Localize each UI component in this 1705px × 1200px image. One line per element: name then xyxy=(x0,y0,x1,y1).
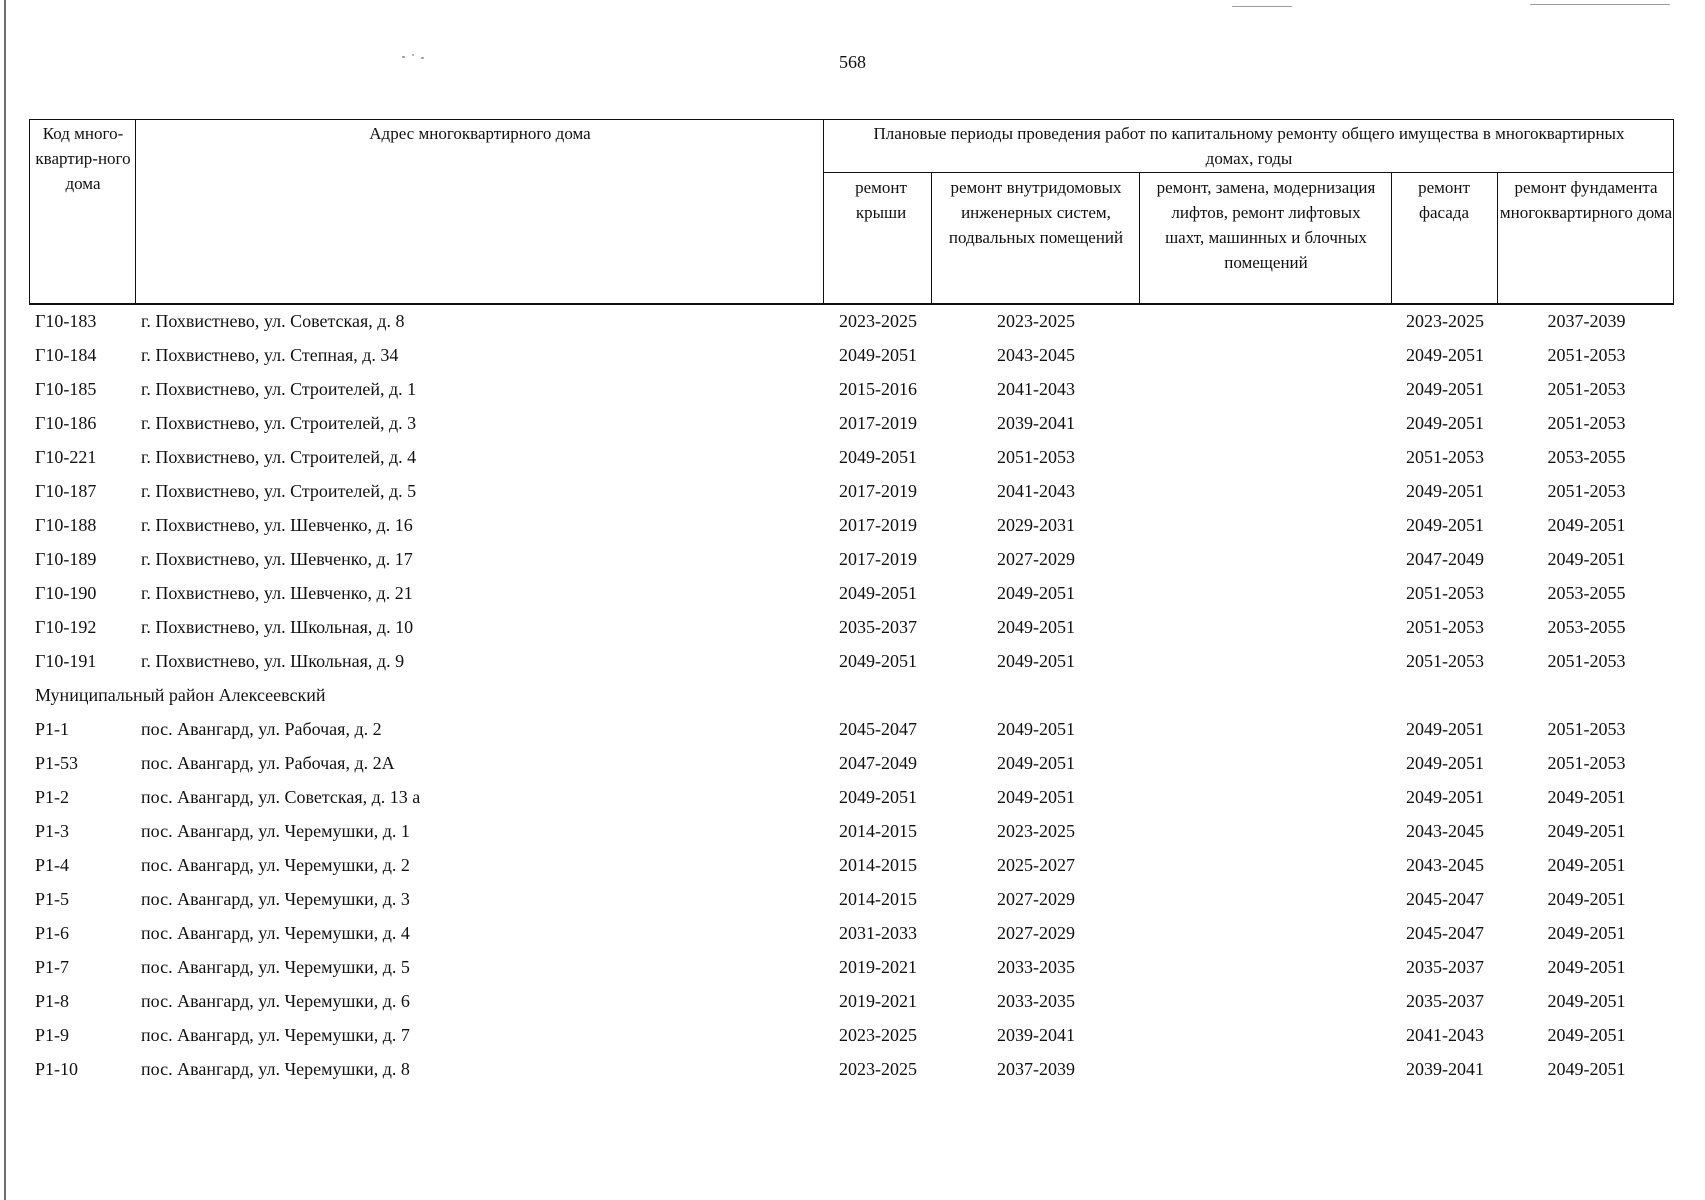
row-facade-period: 2051-2053 xyxy=(1406,447,1484,467)
row-systems-period: 2023-2025 xyxy=(997,821,1075,841)
row-systems-period: 2027-2029 xyxy=(997,549,1075,569)
row-facade-period: 2049-2051 xyxy=(1406,481,1484,501)
row-roof-period: 2035-2037 xyxy=(839,617,917,637)
row-code: Р1-2 xyxy=(35,787,70,807)
table-body xyxy=(29,304,1674,1086)
row-code: Г10-183 xyxy=(35,311,97,331)
row-code: Г10-186 xyxy=(35,413,97,433)
table-row xyxy=(29,780,1674,814)
row-systems-period: 2037-2039 xyxy=(997,1059,1075,1079)
table-row xyxy=(29,474,1674,508)
row-code: Г10-192 xyxy=(35,617,97,637)
table-row xyxy=(29,372,1674,406)
row-systems-period: 2041-2043 xyxy=(997,481,1075,501)
header-roof: ремонт крыши xyxy=(855,178,907,222)
row-roof-period: 2031-2033 xyxy=(839,923,917,943)
table-row xyxy=(29,1052,1674,1086)
row-code: Р1-4 xyxy=(35,855,70,875)
row-roof-period: 2017-2019 xyxy=(839,413,917,433)
row-systems-period: 2023-2025 xyxy=(997,311,1075,331)
row-systems-period: 2049-2051 xyxy=(997,753,1075,773)
row-facade-period: 2047-2049 xyxy=(1406,549,1484,569)
table-row xyxy=(29,984,1674,1018)
header-top-border xyxy=(29,119,1674,120)
table-row xyxy=(29,848,1674,882)
header-divider xyxy=(1391,172,1392,303)
row-code: Г10-187 xyxy=(35,481,97,501)
row-address: пос. Авангард, ул. Черемушки, д. 7 xyxy=(141,1025,410,1045)
row-foundation-period: 2049-2051 xyxy=(1547,855,1626,875)
table-row xyxy=(29,644,1674,678)
table-row xyxy=(29,338,1674,372)
row-address: г. Похвистнево, ул. Шевченко, д. 16 xyxy=(141,515,413,535)
header-divider xyxy=(29,119,30,303)
header-divider xyxy=(931,172,932,303)
row-systems-period: 2027-2029 xyxy=(997,889,1075,909)
row-code: Р1-10 xyxy=(35,1059,79,1079)
row-address: пос. Авангард, ул. Черемушки, д. 6 xyxy=(141,991,410,1011)
rows-group-alekseevsky xyxy=(29,712,1674,1086)
section-title: Муниципальный район Алексеевский xyxy=(35,685,326,705)
row-address: г. Похвистнево, ул. Шевченко, д. 17 xyxy=(141,549,413,569)
row-roof-period: 2014-2015 xyxy=(839,889,917,909)
row-systems-period: 2043-2045 xyxy=(997,345,1075,365)
row-foundation-period: 2037-2039 xyxy=(1547,311,1626,331)
row-foundation-period: 2049-2051 xyxy=(1547,991,1626,1011)
row-code: Р1-53 xyxy=(35,753,79,773)
row-systems-period: 2027-2029 xyxy=(997,923,1075,943)
row-address: г. Похвистнево, ул. Строителей, д. 5 xyxy=(141,481,417,501)
row-facade-period: 2049-2051 xyxy=(1406,753,1484,773)
row-facade-period: 2051-2053 xyxy=(1406,651,1484,671)
row-foundation-period: 2049-2051 xyxy=(1547,549,1626,569)
row-roof-period: 2045-2047 xyxy=(839,719,917,739)
row-facade-period: 2051-2053 xyxy=(1406,583,1484,603)
header-code: Код много-квартир-ного дома xyxy=(35,124,131,193)
row-address: г. Похвистнево, ул. Строителей, д. 4 xyxy=(141,447,417,467)
table-row xyxy=(29,440,1674,474)
row-foundation-period: 2051-2053 xyxy=(1547,413,1626,433)
row-code: Г10-185 xyxy=(35,379,97,399)
scan-speck xyxy=(1530,4,1670,5)
row-systems-period: 2049-2051 xyxy=(997,617,1075,637)
table-row xyxy=(29,814,1674,848)
row-foundation-period: 2053-2055 xyxy=(1547,583,1626,603)
header-divider xyxy=(1497,172,1498,303)
row-roof-period: 2049-2051 xyxy=(839,345,917,365)
row-code: Г10-221 xyxy=(35,447,97,467)
row-roof-period: 2014-2015 xyxy=(839,821,917,841)
row-facade-period: 2035-2037 xyxy=(1406,991,1484,1011)
row-systems-period: 2041-2043 xyxy=(997,379,1075,399)
row-address: пос. Авангард, ул. Черемушки, д. 3 xyxy=(141,889,410,909)
row-roof-period: 2049-2051 xyxy=(839,447,917,467)
header-divider xyxy=(1139,172,1140,303)
row-code: Г10-184 xyxy=(35,345,97,365)
row-address: пос. Авангард, ул. Черемушки, д. 4 xyxy=(141,923,410,943)
row-address: пос. Авангард, ул. Советская, д. 13 а xyxy=(141,787,421,807)
row-systems-period: 2049-2051 xyxy=(997,651,1075,671)
row-code: Г10-188 xyxy=(35,515,97,535)
row-facade-period: 2045-2047 xyxy=(1406,889,1484,909)
row-address: г. Похвистнево, ул. Школьная, д. 9 xyxy=(141,651,405,671)
row-foundation-period: 2053-2055 xyxy=(1547,447,1626,467)
row-roof-period: 2017-2019 xyxy=(839,481,917,501)
row-address: пос. Авангард, ул. Черемушки, д. 8 xyxy=(141,1059,410,1079)
table-row xyxy=(29,610,1674,644)
table-row xyxy=(29,406,1674,440)
row-roof-period: 2017-2019 xyxy=(839,515,917,535)
row-systems-period: 2039-2041 xyxy=(997,413,1075,433)
table-row xyxy=(29,542,1674,576)
row-facade-period: 2049-2051 xyxy=(1406,719,1484,739)
table-row xyxy=(29,304,1674,338)
header-divider xyxy=(823,119,824,303)
row-foundation-period: 2049-2051 xyxy=(1547,1025,1626,1045)
row-code: Р1-3 xyxy=(35,821,70,841)
table-row xyxy=(29,712,1674,746)
scan-left-edge xyxy=(4,0,6,1200)
row-address: пос. Авангард, ул. Рабочая, д. 2 xyxy=(141,719,382,739)
row-foundation-period: 2053-2055 xyxy=(1547,617,1626,637)
row-foundation-period: 2049-2051 xyxy=(1547,787,1626,807)
header-systems: ремонт внутридомовых инженерных систем, подвальных помещений xyxy=(948,178,1124,247)
table-header xyxy=(29,119,1674,305)
row-facade-period: 2041-2043 xyxy=(1406,1025,1484,1045)
header-sub-border xyxy=(823,172,1674,173)
row-code: Р1-9 xyxy=(35,1025,70,1045)
row-systems-period: 2049-2051 xyxy=(997,583,1075,603)
row-code: Г10-190 xyxy=(35,583,97,603)
row-roof-period: 2019-2021 xyxy=(839,957,917,977)
header-divider xyxy=(1673,119,1674,303)
row-roof-period: 2023-2025 xyxy=(839,1025,917,1045)
row-facade-period: 2049-2051 xyxy=(1406,787,1484,807)
row-foundation-period: 2051-2053 xyxy=(1547,379,1626,399)
row-address: пос. Авангард, ул. Рабочая, д. 2А xyxy=(141,753,395,773)
table-row xyxy=(29,950,1674,984)
row-address: г. Похвистнево, ул. Строителей, д. 3 xyxy=(141,413,417,433)
row-facade-period: 2035-2037 xyxy=(1406,957,1484,977)
row-roof-period: 2023-2025 xyxy=(839,1059,917,1079)
table-row xyxy=(29,508,1674,542)
row-roof-period: 2049-2051 xyxy=(839,651,917,671)
header-divider xyxy=(135,119,136,303)
row-code: Р1-8 xyxy=(35,991,70,1011)
header-periods: Плановые периоды проведения работ по капитальному ремонту общего имущества в многоквартирных домах, годы xyxy=(873,124,1625,168)
header-lifts: ремонт, замена, модернизация лифтов, ремонт лифтовых шахт, машинных и блочных помещений xyxy=(1156,178,1376,272)
header-address: Адрес многоквартирного дома xyxy=(369,124,591,143)
row-systems-period: 2039-2041 xyxy=(997,1025,1075,1045)
row-address: г. Похвистнево, ул. Шевченко, д. 21 xyxy=(141,583,413,603)
row-foundation-period: 2049-2051 xyxy=(1547,889,1626,909)
row-address: пос. Авангард, ул. Черемушки, д. 2 xyxy=(141,855,410,875)
table-row xyxy=(29,746,1674,780)
row-code: Р1-5 xyxy=(35,889,70,909)
row-code: Р1-7 xyxy=(35,957,70,977)
row-roof-period: 2047-2049 xyxy=(839,753,917,773)
header-foundation: ремонт фундамента многоквартирного дома xyxy=(1499,178,1673,222)
row-roof-period: 2014-2015 xyxy=(839,855,917,875)
row-address: г. Похвистнево, ул. Строителей, д. 1 xyxy=(141,379,417,399)
row-address: г. Похвистнево, ул. Советская, д. 8 xyxy=(141,311,405,331)
row-systems-period: 2029-2031 xyxy=(997,515,1075,535)
row-roof-period: 2015-2016 xyxy=(839,379,917,399)
row-code: Р1-1 xyxy=(35,719,70,739)
row-address: пос. Авангард, ул. Черемушки, д. 5 xyxy=(141,957,410,977)
row-facade-period: 2043-2045 xyxy=(1406,855,1484,875)
row-systems-period: 2049-2051 xyxy=(997,719,1075,739)
row-address: г. Похвистнево, ул. Степная, д. 34 xyxy=(141,345,399,365)
row-roof-period: 2049-2051 xyxy=(839,787,917,807)
row-systems-period: 2033-2035 xyxy=(997,957,1075,977)
row-foundation-period: 2051-2053 xyxy=(1547,719,1626,739)
row-foundation-period: 2051-2053 xyxy=(1547,345,1626,365)
row-address: г. Похвистнево, ул. Школьная, д. 10 xyxy=(141,617,414,637)
row-code: Г10-189 xyxy=(35,549,97,569)
row-foundation-period: 2049-2051 xyxy=(1547,957,1626,977)
row-foundation-period: 2051-2053 xyxy=(1547,651,1626,671)
row-roof-period: 2019-2021 xyxy=(839,991,917,1011)
row-facade-period: 2049-2051 xyxy=(1406,515,1484,535)
row-roof-period: 2023-2025 xyxy=(839,311,917,331)
row-systems-period: 2025-2027 xyxy=(997,855,1075,875)
row-facade-period: 2045-2047 xyxy=(1406,923,1484,943)
row-roof-period: 2049-2051 xyxy=(839,583,917,603)
row-facade-period: 2039-2041 xyxy=(1406,1059,1484,1079)
rows-group-pokhvistnevo xyxy=(29,304,1674,678)
scan-speck xyxy=(1232,6,1292,7)
header-facade: ремонт фасада xyxy=(1418,178,1470,222)
row-code: Р1-6 xyxy=(35,923,70,943)
row-roof-period: 2017-2019 xyxy=(839,549,917,569)
row-facade-period: 2049-2051 xyxy=(1406,413,1484,433)
table-row xyxy=(29,882,1674,916)
row-foundation-period: 2051-2053 xyxy=(1547,753,1626,773)
row-foundation-period: 2051-2053 xyxy=(1547,481,1626,501)
row-facade-period: 2051-2053 xyxy=(1406,617,1484,637)
table-row xyxy=(29,916,1674,950)
row-foundation-period: 2049-2051 xyxy=(1547,1059,1626,1079)
row-facade-period: 2023-2025 xyxy=(1406,311,1484,331)
row-facade-period: 2049-2051 xyxy=(1406,345,1484,365)
row-code: Г10-191 xyxy=(35,651,97,671)
row-foundation-period: 2049-2051 xyxy=(1547,923,1626,943)
row-address: пос. Авангард, ул. Черемушки, д. 1 xyxy=(141,821,410,841)
page-number: 568 xyxy=(839,52,866,72)
table-row xyxy=(29,1018,1674,1052)
row-systems-period: 2049-2051 xyxy=(997,787,1075,807)
row-facade-period: 2049-2051 xyxy=(1406,379,1484,399)
table-row xyxy=(29,576,1674,610)
row-foundation-period: 2049-2051 xyxy=(1547,821,1626,841)
row-facade-period: 2043-2045 xyxy=(1406,821,1484,841)
row-systems-period: 2033-2035 xyxy=(997,991,1075,1011)
row-foundation-period: 2049-2051 xyxy=(1547,515,1626,535)
row-systems-period: 2051-2053 xyxy=(997,447,1075,467)
